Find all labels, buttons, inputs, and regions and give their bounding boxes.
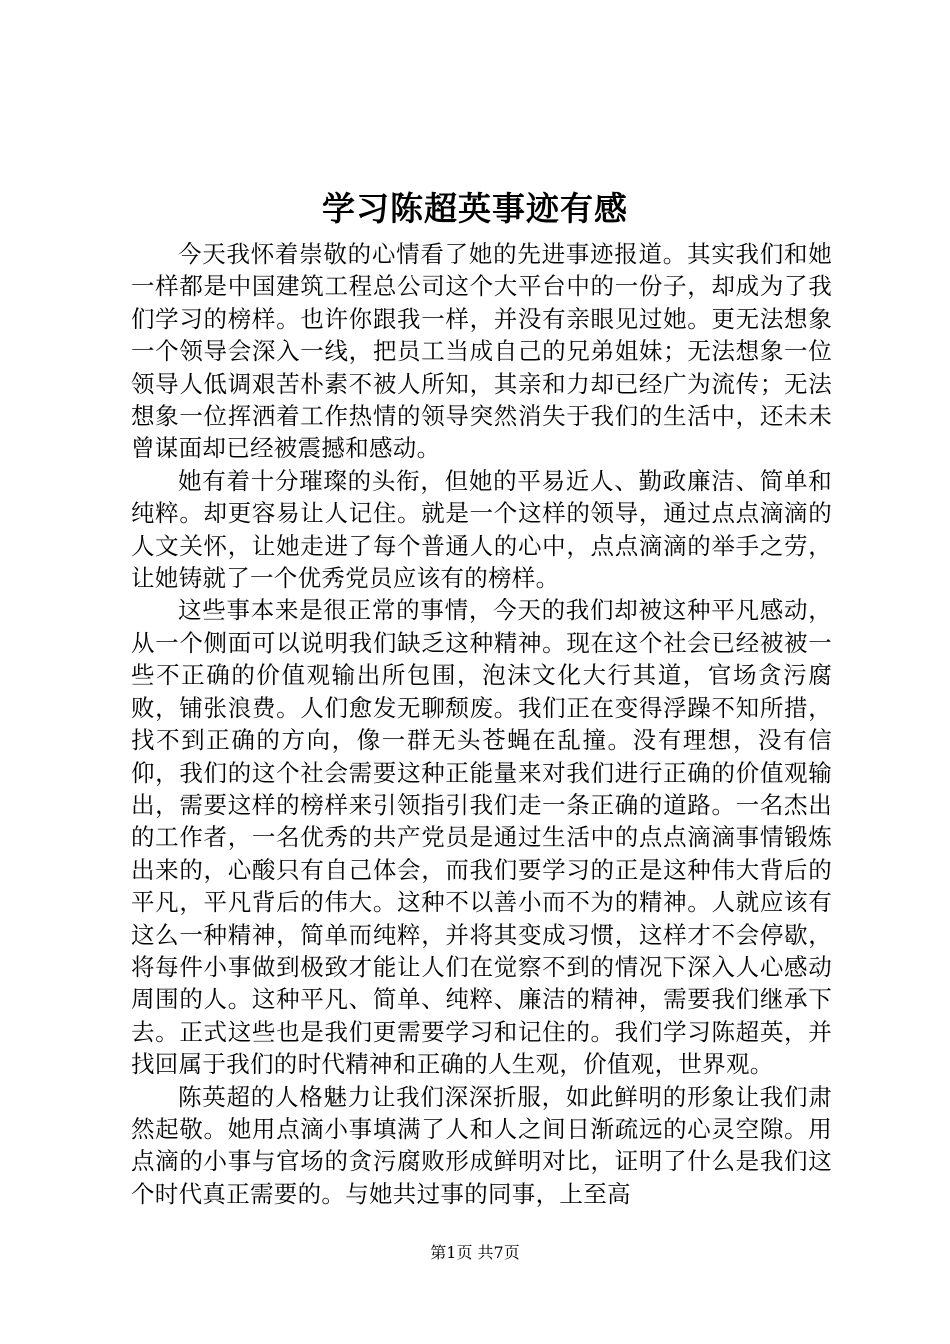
document-title: 学习陈超英事迹有感	[322, 189, 628, 228]
paragraph-3: 这些事本来是很正常的事情，今天的我们却被这种平凡感动，从一个侧面可以说明我们缺乏这种精神。现在这个社会已经被被一些不正确的价值观输出所包围，泡沫文化大行其道，官场贪污腐败，铺张浪费。人们愈发无聊颓废。我们正在变得浮躁不知所措，找不到正确的方向，像一群无头苍蝇在乱撞。没有理想，没有信仰，我们的这个社会需要这种正能量来对我们进行正确的价值观输出，需要这样的榜样来引领指引我们走一条正确的道路。一名杰出的工作者，一名优秀的共产党员是通过生活中的点点滴滴事情锻炼出来的，心酸只有自己体会，而我们要学习的正是这种伟大背后的平凡，平凡背后的伟大。这种不以善小而不为的精神。人就应该有这么一种精神，简单而纯粹，并将其变成习惯，这样才不会停歇，将每件小事做到极致才能让人们在觉察不到的情况下深入人心感动周围的人。这种平凡、简单、纯粹、廉洁的精神，需要我们继承下去。正式这些也是我们更需要学习和记住的。我们学习陈超英，并找回属于我们的时代精神和正确的人生观，价值观，世界观。	[131, 596, 832, 1079]
paragraph-1: 今天我怀着崇敬的心情看了她的先进事迹报道。其实我们和她一样都是中国建筑工程总公司这个大平台中的一份子，却成为了我们学习的榜样。也许你跟我一样，并没有亲眼见过她。更无法想象一个领导会深入一线，把员工当成自己的兄弟姐妹；无法想象一位领导人低调艰苦朴素不被人所知，其亲和力却已经广为流传；无法想象一位挥洒着工作热情的领导突然消失于我们的生活中，还未未曾谋面却已经被震撼和感动。	[131, 240, 832, 463]
paragraph-2: 她有着十分璀璨的头衔，但她的平易近人、勤政廉洁、简单和纯粹。却更容易让人记住。就是一个这样的领导，通过点点滴滴的人文关怀，让她走进了每个普通人的心中，点点滴滴的举手之劳，让她铸就了一个优秀党员应该有的榜样。	[131, 466, 832, 593]
page-number-footer: 第1页 共7页	[430, 1243, 520, 1262]
paragraph-4: 陈英超的人格魅力让我们深深折服，如此鲜明的形象让我们肃然起敬。她用点滴小事填满了人和人之间日渐疏远的心灵空隙。用点滴的小事与官场的贪污腐败形成鲜明对比，证明了什么是我们这个时代真正需要的。与她共过事的同事，上至高	[131, 1082, 832, 1208]
document-body	[131, 238, 832, 1210]
